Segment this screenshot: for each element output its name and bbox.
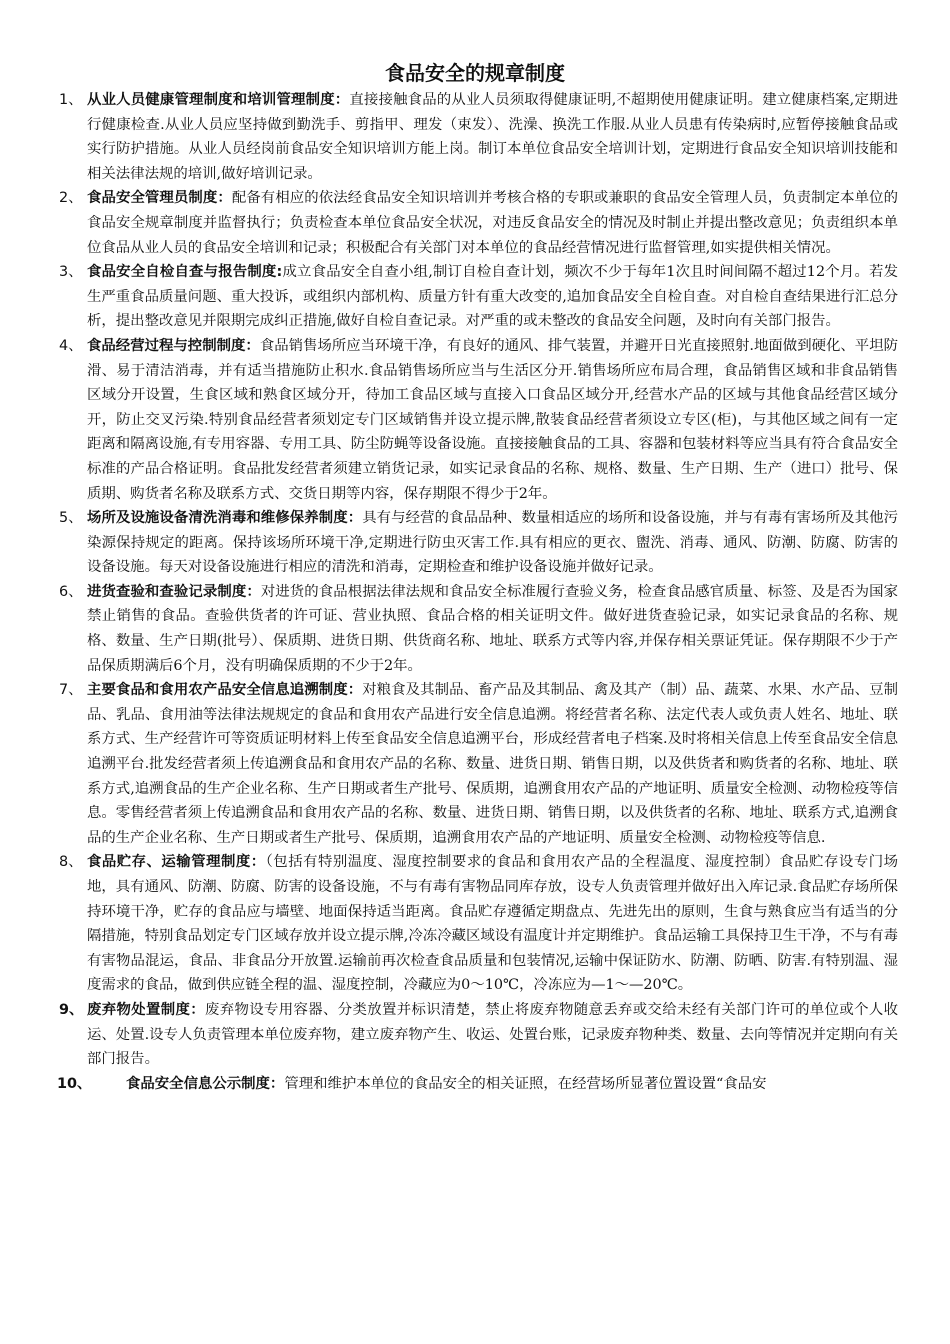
- list-item: [0, 334, 950, 506]
- item-heading: 食品贮存、运输管理制度：: [87, 854, 266, 871]
- item-number: 5、: [59, 510, 83, 527]
- list-item: [0, 580, 950, 678]
- item-number: 8、: [59, 854, 83, 871]
- item-heading: 废弃物处置制度：: [87, 1001, 206, 1018]
- item-heading: 食品经营过程与控制制度：: [87, 337, 260, 354]
- item-number: 3、: [59, 264, 83, 281]
- item-heading: 食品安全自检自查与报告制度:: [87, 264, 283, 281]
- item-heading: 场所及设施设备清洗消毒和维修保养制度：: [87, 510, 363, 527]
- item-number: 1、: [59, 92, 83, 108]
- regulation-list: [0, 88, 950, 1096]
- item-number: 6、: [59, 583, 83, 600]
- item-heading: 主要食品和食用农产品安全信息追溯制度：: [87, 682, 363, 699]
- item-body: （包括有特别温度、湿度控制要求的食品和食用农产品的全程温度、湿度控制）食品贮存设专门场地，具有通风、防潮、防腐、防害的设备设施，不与有毒有害物品同库存放，设专人负责管理并做好出入库记录.食品贮存场所保持环境干净，贮存的食品应与墙壁、地面保持适当距离。食品贮存遵循定期盘点、先进先出的原则，生食与熟食应当有适当的分隔措施，特别食品划定专门区域存放并设立提示牌,冷冻冷藏区域设有温度计并定期维护。食品运输工具保持卫生干净，不与有毒有害物品混运，食品、非食品分开放置.运输前再次检查食品质量和包装情况,运输中保证防水、防潮、防晒、防害.有特别温、湿度需求的食品，做到供应链全程的温、湿度控制，冷藏应为0～10℃，冷冻应为—1～—20℃。: [87, 854, 898, 994]
- item-heading: 食品安全管理员制度：: [87, 190, 232, 207]
- list-item: [0, 186, 950, 260]
- item-body: 配备有相应的依法经食品安全知识培训并考核合格的专职或兼职的食品安全管理人员，负责制定本单位的食品安全规章制度并监督执行；负责检查本单位食品安全状况，对违反食品安全的情况及时制止并提出整改意见；负责组织本单位食品从业人员的食品安全培训和记录；积极配合有关部门对本单位的食品经营情况进行监督管理,如实提供相关情况。: [87, 190, 898, 256]
- item-number: 9、: [59, 1001, 84, 1018]
- list-item: [0, 998, 950, 1072]
- item-heading: 进货查验和查验记录制度：: [87, 583, 261, 600]
- list-item: [0, 1072, 950, 1097]
- item-number: 2、: [59, 190, 83, 207]
- item-heading: 从业人员健康管理制度和培训管理制度：: [87, 92, 350, 108]
- item-body: 对进货的食品根据法律法规和食品安全标准履行查验义务，检查食品感官质量、标签、及是否为国家禁止销售的食品。查验供货者的许可证、营业执照、食品合格的相关证明文件。做好进货查验记录，如实记录食品的名称、规格、数量、生产日期(批号）、保质期、进货日期、供货商名称、地址、联系方式等内容,并保存相关票证凭证。保存期限不少于产品保质期满后6个月，没有明确保质期的不少于2年。: [87, 583, 898, 674]
- list-item: [0, 506, 950, 580]
- item-body: 直接接触食品的从业人员须取得健康证明,不超期使用健康证明。建立健康档案,定期进行健康检查.从业人员应坚持做到勤洗手、剪指甲、理发（束发）、洗澡、换洗工作服.从业人员患有传染病时,应暂停接触食品或实行防护措施。从业人员经岗前食品安全知识培训方能上岗。制订本单位食品安全培训计划，定期进行食品安全知识培训技能和相关法律法规的培训,做好培训记录。: [87, 92, 898, 182]
- item-number: 4、: [59, 337, 83, 354]
- item-body: 对粮食及其制品、畜产品及其制品、禽及其产（制）品、蔬菜、水果、水产品、豆制品、乳品、食用油等法律法规规定的食品和食用农产品进行安全信息追溯。将经营者名称、法定代表人或负责人姓名、地址、联系方式、生产经营许可等资质证明材料上传至食品安全信息追溯平台，形成经营者电子档案.及时将相关信息上传至食品安全信息追溯平台.批发经营者须上传追溯食品和食用农产品的名称、数量、进货日期、销售日期，以及供货者和购货者的名称、地址、联系方式,追溯食品的生产企业名称、生产日期或者生产批号、保质期，追溯食用农产品的产地证明、质量安全检测、动物检疫等信息。零售经营者须上传追溯食品和食用农产品的名称、数量、进货日期、销售日期，以及供货者的名称、地址、联系方式,追溯食品的生产企业名称、生产日期或者生产批号、保质期，追溯食用农产品的产地证明、质量安全检测、动物检疫等信息.: [87, 682, 898, 846]
- item-body: 成立食品安全自查小组,制订自检自查计划，频次不少于每年1次且时间间隔不超过12个月。若发生严重食品质量问题、重大投诉，或组织内部机构、质量方针有重大改变的,追加食品安全自检自查。对自检自查结果进行汇总分析，提出整改意见并限期完成纠正措施,做好自检自查记录。对严重的或未整改的食品安全问题，及时向有关部门报告。: [87, 264, 899, 330]
- list-item: [0, 260, 950, 334]
- item-body: 废弃物设专用容器、分类放置并标识清楚，禁止将废弃物随意丢弃或交给未经有关部门许可的单位或个人收运、处置.设专人负责管理本单位废弃物，建立废弃物产生、收运、处置台账，记录废弃物种类、数量、去向等情况并定期向有关部门报告。: [87, 1001, 898, 1068]
- item-number: 10、: [57, 1075, 92, 1092]
- list-item: [0, 88, 950, 186]
- item-body: 具有与经营的食品品种、数量相适应的场所和设备设施，并与有毒有害场所及其他污染源保持规定的距离。保持该场所环境干净,定期进行防虫灭害工作.具有相应的更衣、盥洗、消毒、通风、防潮、防腐、防害的设备设施。每天对设备设施进行相应的清洗和消毒，定期检查和维护设备设施并做好记录。: [87, 510, 898, 576]
- item-body: 食品销售场所应当环境干净，有良好的通风、排气装置，并避开日光直接照射.地面做到硬化、平坦防滑、易于清洁消毒，并有适当措施防止积水.食品销售场所应当与生活区分开.销售场所应布局合理，食品销售区域和非食品销售区域分开设置，生食区域和熟食区域分开，待加工食品区域与直接入口食品区域分开,经营水产品的区域与其他食品经营区域分开，防止交叉污染.特别食品经营者须划定专门区域销售并设立提示牌,散装食品经营者须设立专区(柜)，与其他区域之间有一定距离和隔离设施,有专用容器、专用工具、防尘防蝇等设备设施。直接接触食品的工具、容器和包装材料等应当具有符合食品安全标准的产品合格证明。食品批发经营者须建立销货记录，如实记录食品的名称、规格、数量、生产日期、生产（进口）批号、保质期、购货者名称及联系方式、交货日期等内容，保存期限不得少于2年。: [87, 337, 898, 502]
- list-item: [0, 850, 950, 998]
- item-body: 管理和维护本单位的食品安全的相关证照，在经营场所显著位置设置“食品安: [284, 1075, 767, 1092]
- list-item: [0, 678, 950, 850]
- item-heading: 食品安全信息公示制度：: [126, 1075, 285, 1092]
- item-number: 7、: [59, 682, 83, 699]
- document-title: 食品安全的规章制度: [385, 61, 565, 85]
